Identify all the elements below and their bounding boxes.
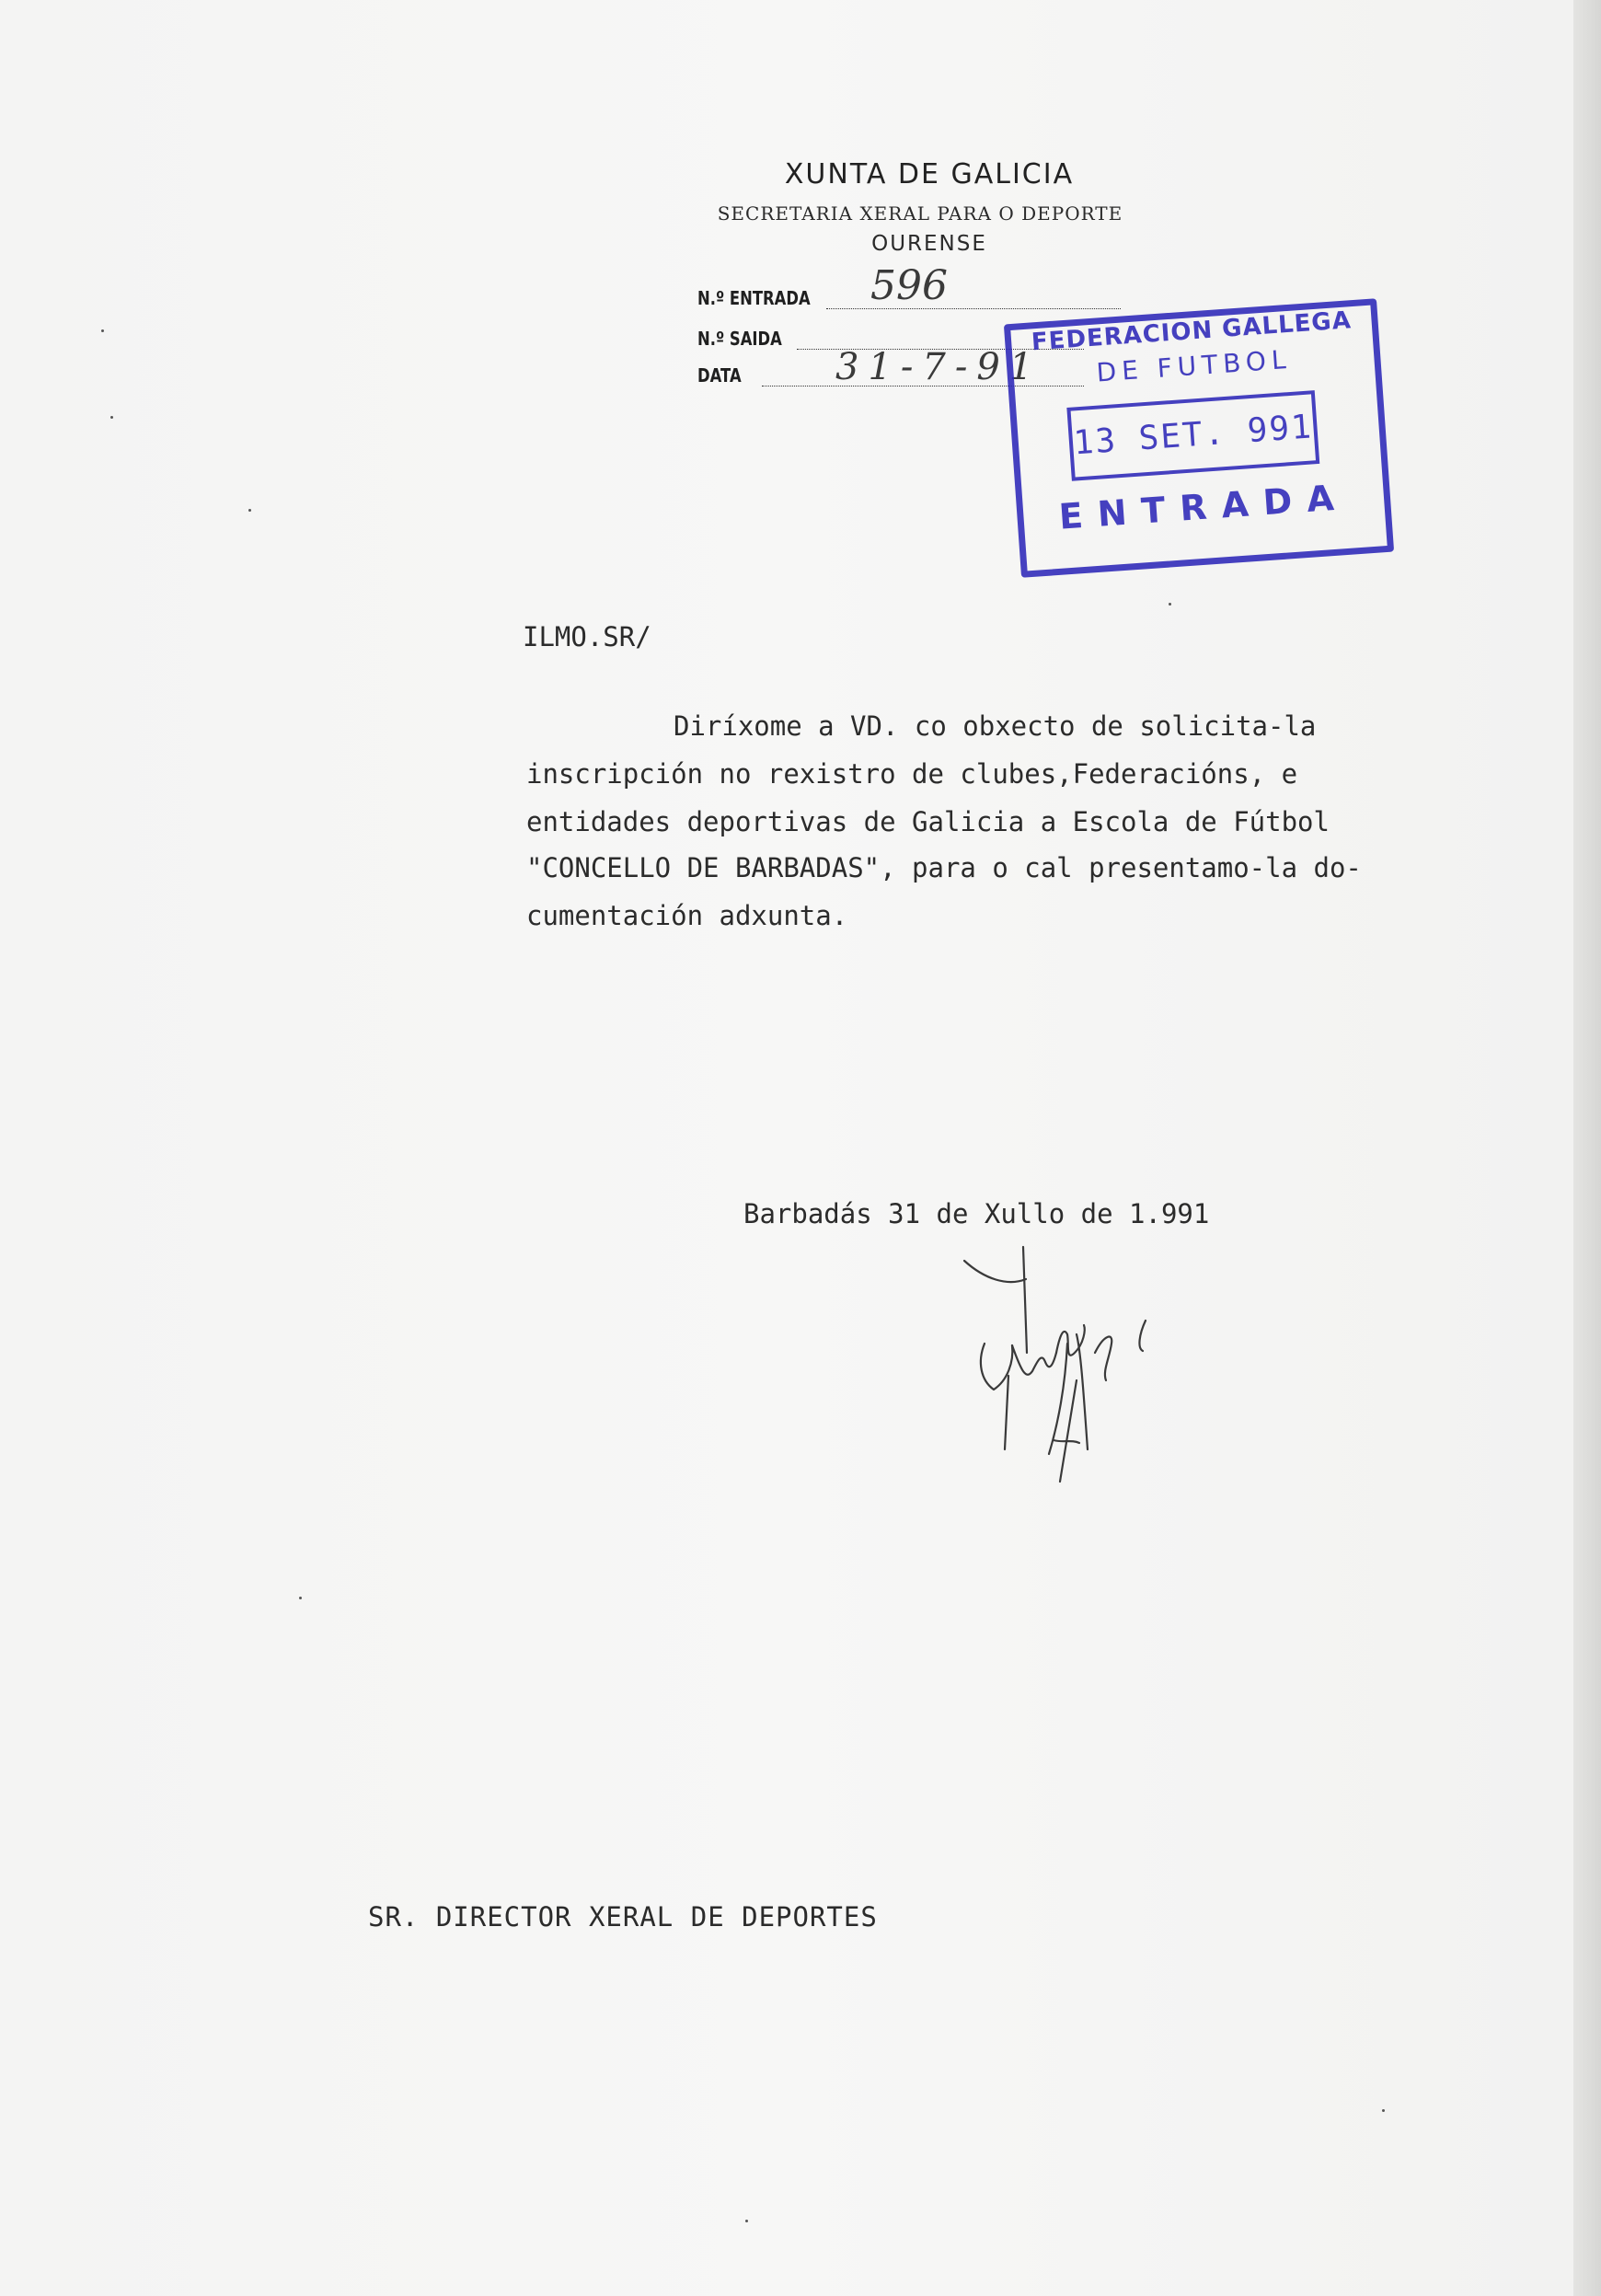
letter-body-line: Diríxome a VD. co obxecto de solicita-la [674,710,1317,742]
registry-department: SECRETARIA XERAL PARA O DEPORTE [717,202,1123,225]
entry-stamp-label: ENTRADA [1057,476,1351,537]
registry-date-label: DATA [697,364,742,387]
registry-entry-label: N.º ENTRADA [697,287,811,309]
letter-body-line: cumentación adxunta. [526,900,848,931]
scan-speck [101,329,104,332]
signature-scribble [957,1242,1224,1500]
scan-speck [299,1597,302,1599]
letter-body-line: inscripción no rexistro de clubes,Federacións, e [526,758,1298,790]
scan-speck [248,509,251,512]
registry-exit-label: N.º SAIDA [697,328,782,350]
scan-speck [110,416,113,419]
scan-speck [745,2220,748,2222]
entry-stamp-sport: DE FUTBOL [1095,343,1293,388]
page-edge [1573,0,1601,2296]
registry-date-value: 31-7-91 [835,346,1042,388]
entry-stamp-federation: FEDERACION GALLEGA [1031,306,1353,357]
registry-entry-row [697,262,1121,311]
registry-organization: XUNTA DE GALICIA [784,158,1075,190]
registry-city: OURENSE [871,232,987,256]
registry-entry-value: 596 [870,262,948,309]
entry-stamp-date: 13 SET. 991 [1066,390,1319,481]
letter-salutation: ILMO.SR/ [523,621,651,652]
scan-speck [1382,2109,1385,2112]
letter-addressee: SR. DIRECTOR XERAL DE DEPORTES [368,1901,878,1933]
entry-stamp [1004,298,1394,578]
letter-place-date: Barbadás 31 de Xullo de 1.991 [743,1198,1210,1229]
letter-body-line: "CONCELLO DE BARBADAS", para o cal presentamo-la do- [526,852,1362,883]
scan-speck [1169,603,1171,606]
letter-body-line: entidades deportivas de Galicia a Escola de Fútbol [526,806,1330,837]
